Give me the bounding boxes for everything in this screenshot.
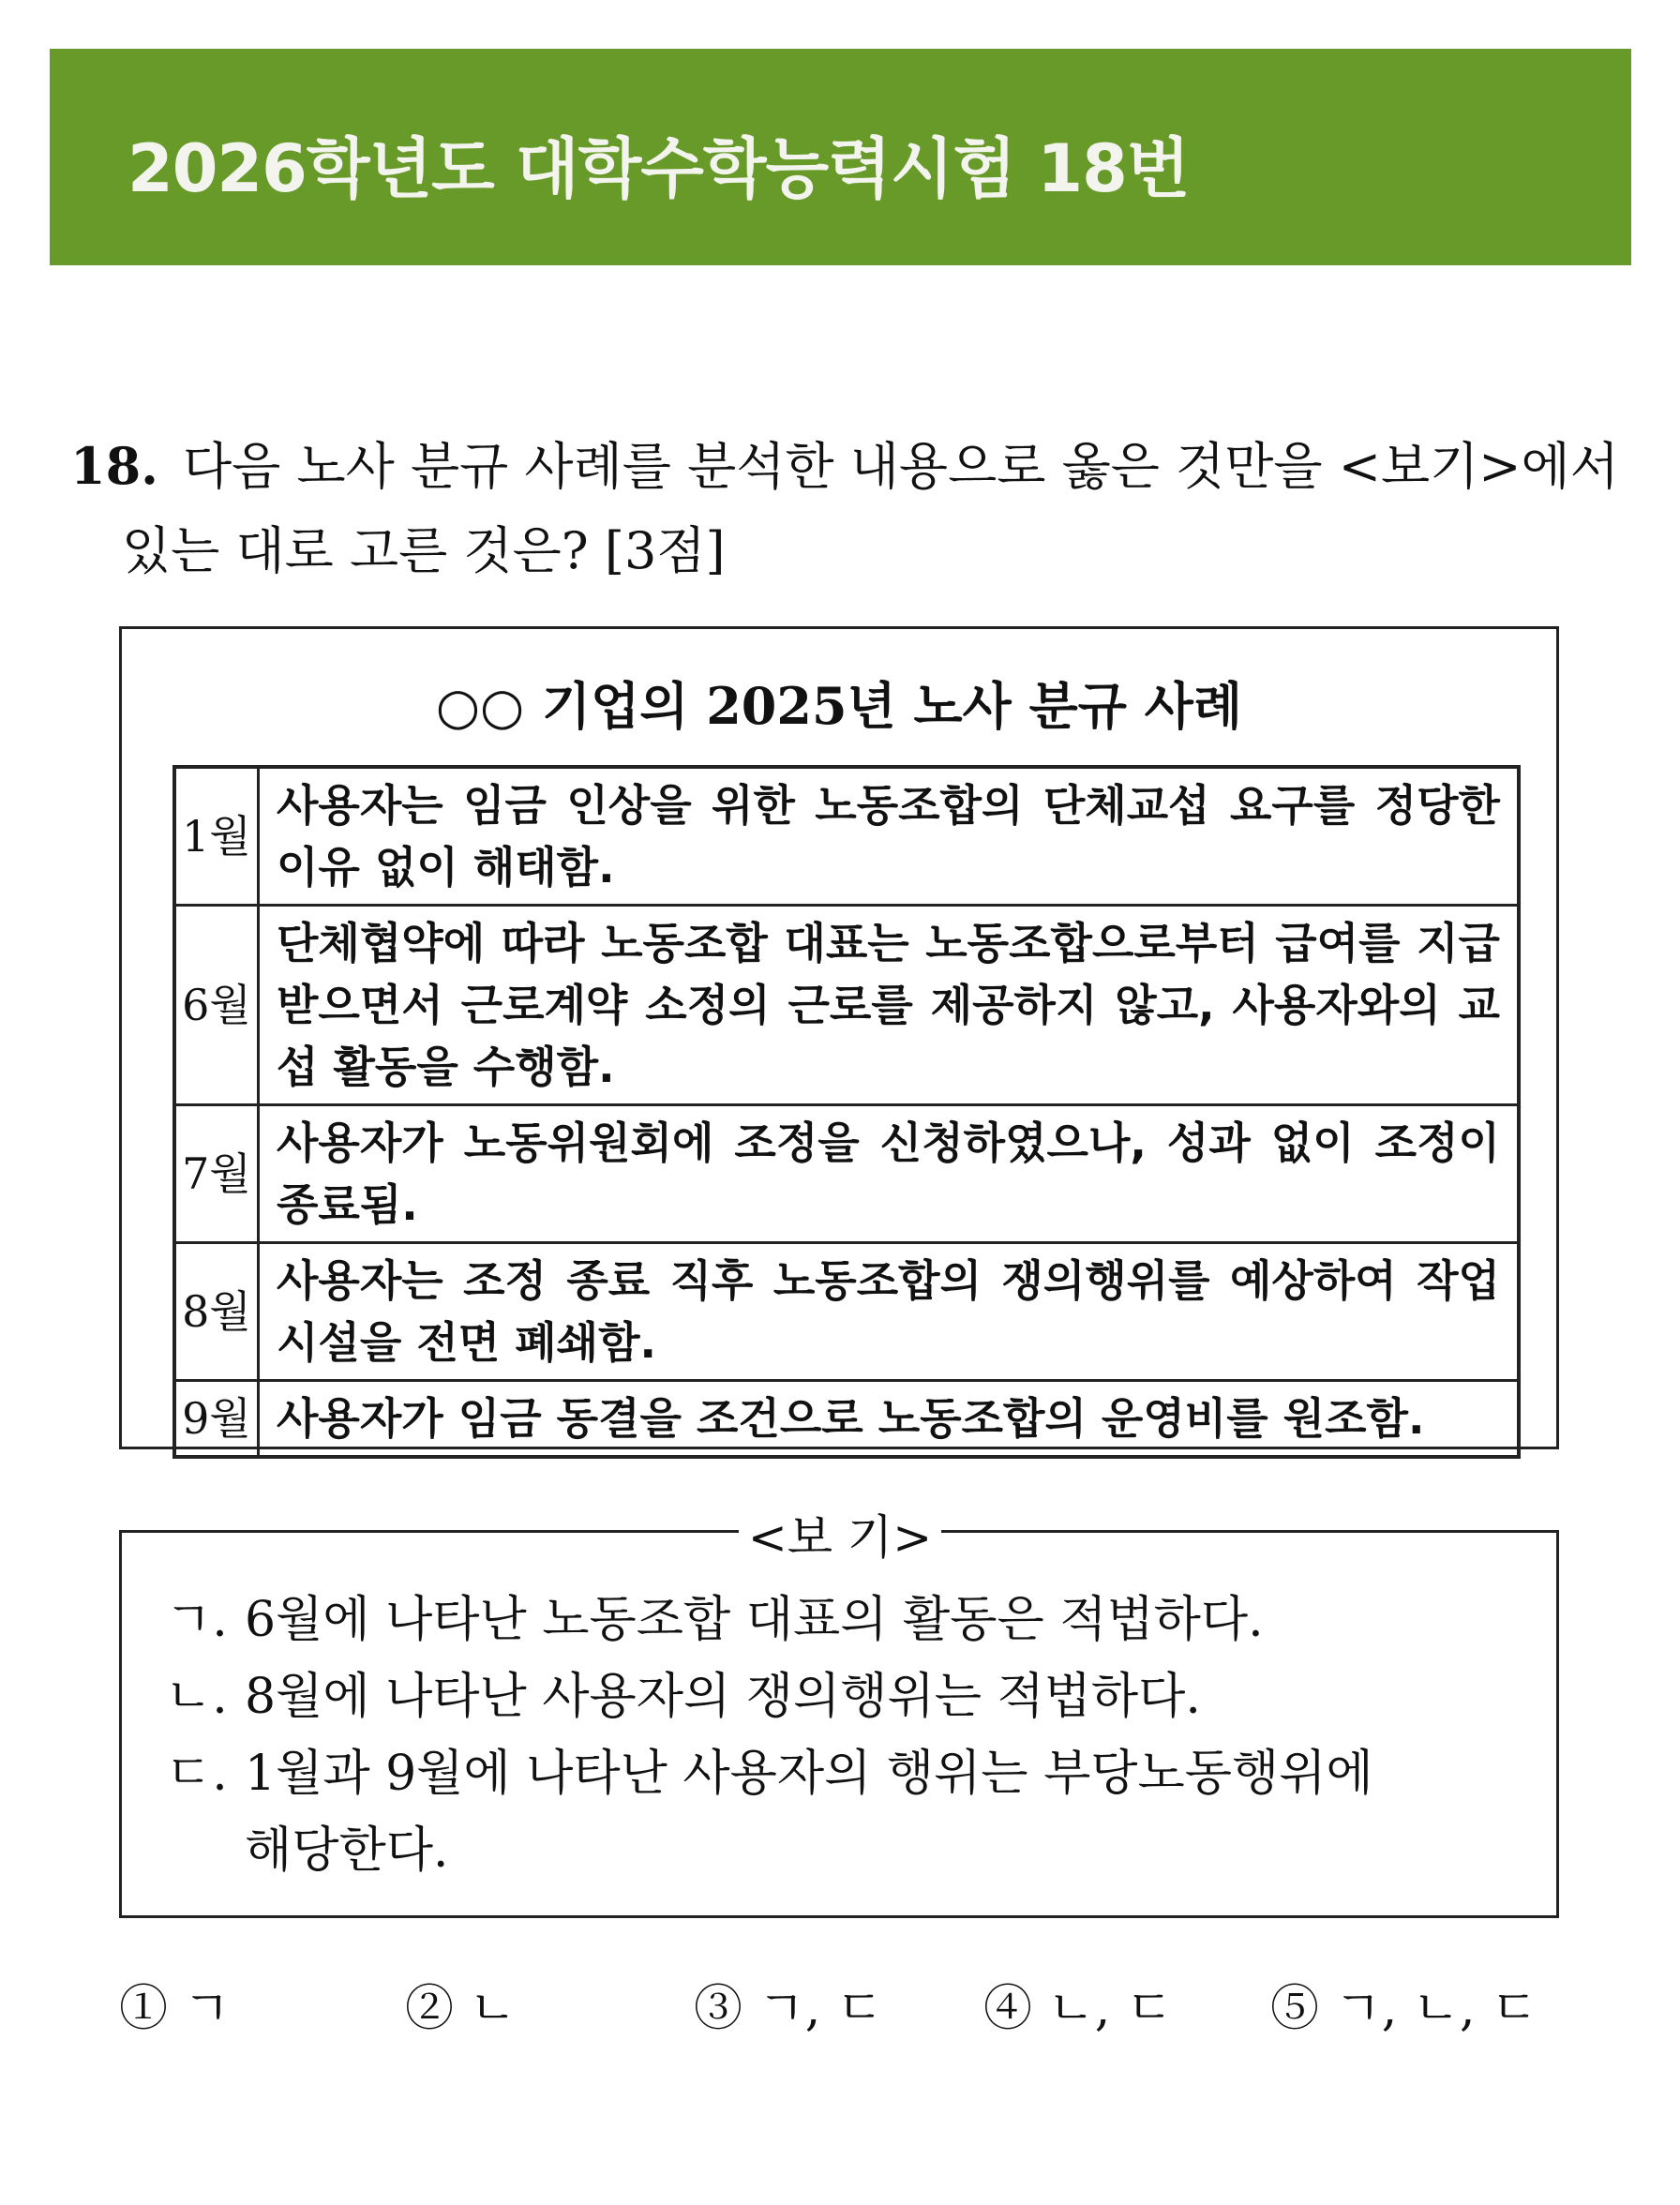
answer-choice-4[interactable]: ④ ㄴ, ㄷ [983,1981,1174,2037]
bogi-box [119,1530,1559,1918]
question-number: 18. [70,436,158,496]
question-text-2: 있는 대로 고른 것은? [3점] [122,521,726,580]
bogi-text: 6월에 나타난 노동조합 대표의 활동은 적법하다. [245,1592,1264,1648]
month-cell: 8월 [174,1243,259,1381]
question-text-1: 다음 노사 분규 사례를 분석한 내용으로 옳은 것만을 <보기>에서 [182,437,1619,496]
answer-choice-5[interactable]: ⑤ ㄱ, ㄴ, ㄷ [1270,1981,1538,2037]
event-cell: 단체협약에 따라 노동조합 대표는 노동조합으로부터 급여를 지급받으면서 근로계약 소정의 근로를 제공하지 않고, 사용자와의 교섭 활동을 수행함. [259,906,1520,1105]
table-row [174,1243,1519,1381]
month-cell: 9월 [174,1381,259,1458]
bogi-key: ㄴ. [165,1669,228,1725]
bogi-item [165,1735,1524,1889]
bogi-item [165,1658,1524,1735]
event-cell: 사용자가 임금 동결을 조건으로 노동조합의 운영비를 원조함. [259,1381,1520,1458]
case-box [119,626,1559,1449]
table-row [174,767,1519,906]
answer-choice-3[interactable]: ③ ㄱ, ㄷ [694,1981,884,2037]
month-cell: 1월 [174,767,259,906]
answer-choice-1[interactable]: ① ㄱ [119,1981,231,2037]
header-title: 2026학년도 대학수학능력시험 18번 [128,130,1190,207]
table-row [174,1381,1519,1458]
event-cell: 사용자가 노동위원회에 조정을 신청하였으나, 성과 없이 조정이 종료됨. [259,1105,1520,1243]
event-cell: 사용자는 조정 종료 직후 노동조합의 쟁의행위를 예상하여 작업 시설을 전면 폐쇄함. [259,1243,1520,1381]
bogi-text: 8월에 나타난 사용자의 쟁의행위는 적법하다. [245,1669,1201,1725]
case-table [172,765,1521,1459]
answer-choice-2[interactable]: ② ㄴ [405,1981,517,2037]
bogi-key: ㄷ. [165,1746,228,1802]
table-row [174,1105,1519,1243]
bogi-key: ㄱ. [165,1592,228,1648]
bogi-text-cont: 해당한다. [245,1822,449,1879]
header-banner [50,49,1631,265]
case-title: ○○ 기업의 2025년 노사 분규 사례 [435,676,1243,736]
bogi-label [0,1500,1680,1568]
bogi-item [165,1582,1524,1658]
bogi-label-text: <보 기> [739,1510,941,1565]
table-row [174,906,1519,1105]
event-cell: 사용자는 임금 인상을 위한 노동조합의 단체교섭 요구를 정당한 이유 없이 해태함. [259,767,1520,906]
question-line-1 [70,427,1619,499]
month-cell: 6월 [174,906,259,1105]
month-cell: 7월 [174,1105,259,1243]
bogi-text: 1월과 9월에 나타난 사용자의 행위는 부당노동행위에 [245,1746,1373,1802]
